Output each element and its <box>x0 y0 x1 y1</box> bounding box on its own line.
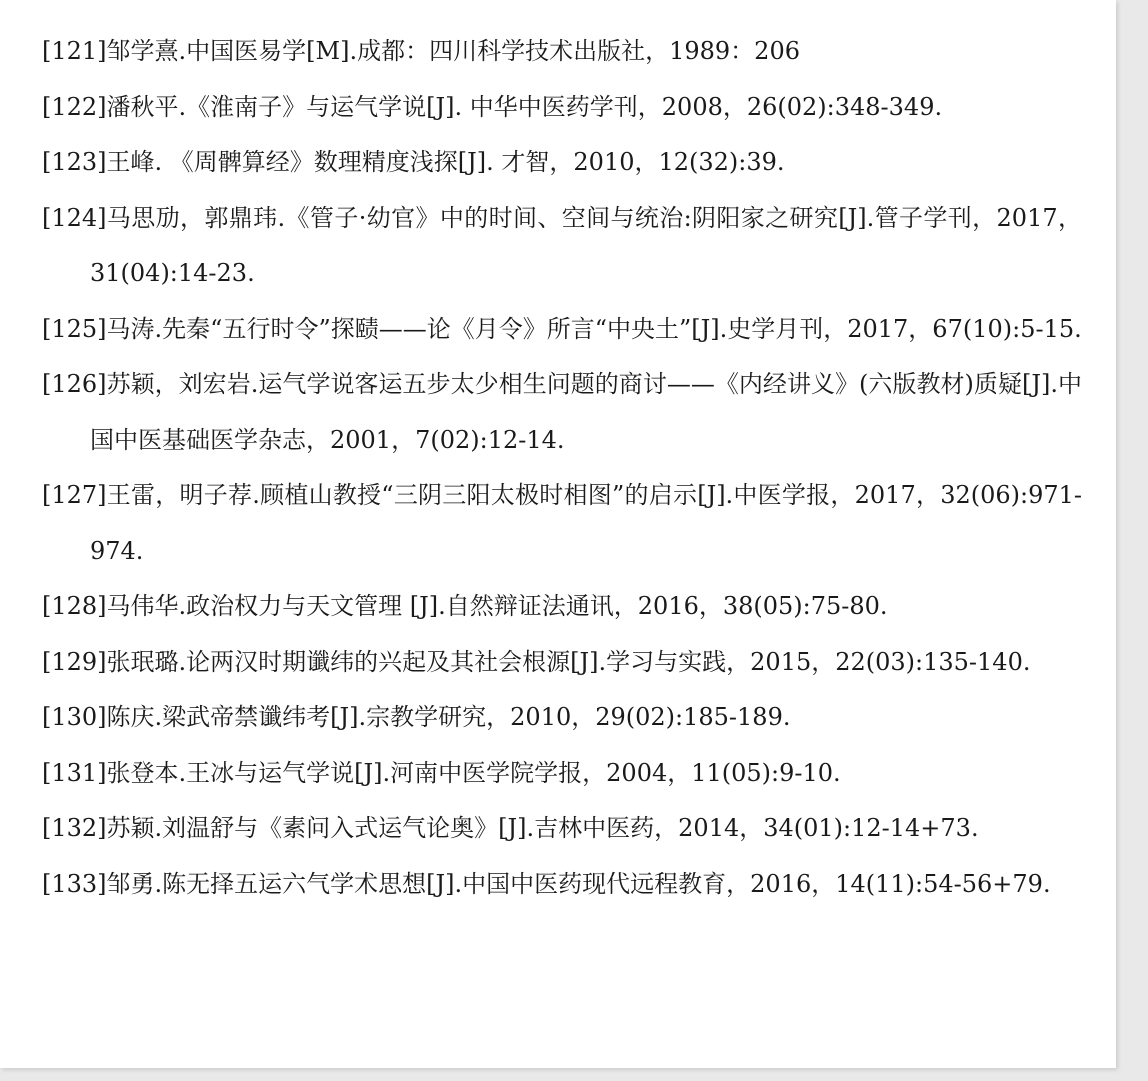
reference-text: 张珉璐.论两汉时期谶纬的兴起及其社会根源[J].学习与实践，2015，22(03):135-140. <box>106 647 1031 676</box>
reference-number: [124] <box>42 203 107 232</box>
reference-entry <box>42 191 1082 302</box>
reference-number: [127] <box>42 481 107 509</box>
reference-number: [129] <box>42 647 107 676</box>
reference-text: 马涛.先秦“五行时令”探赜——论《月令》所言“中央土”[J].史学月刊，2017，67(10):5-15. <box>106 314 1082 343</box>
reference-text: 马思劢，郭鼎玮.《管子·幼官》中的时间、空间与统治:阴阳家之研究[J].管子学刊，2017，31(04):14-23. <box>90 203 1082 287</box>
reference-text: 马伟华.政治权力与天文管理 [J].自然辩证法通讯，2016，38(05):75-80. <box>106 592 888 620</box>
reference-number: [122] <box>42 92 107 121</box>
reference-number: [123] <box>42 148 107 176</box>
reference-list <box>42 24 1082 912</box>
reference-entry <box>42 24 1082 80</box>
reference-text: 苏颖.刘温舒与《素问入式运气论奥》[J].吉林中医药，2014，34(01):12-14+73. <box>106 814 979 842</box>
reference-number: [133] <box>42 869 107 898</box>
reference-entry <box>42 357 1082 468</box>
reference-entry <box>42 746 1082 802</box>
reference-text: 王峰. 《周髀算经》数理精度浅探[J]. 才智，2010，12(32):39. <box>106 148 785 176</box>
reference-number: [128] <box>42 592 107 620</box>
reference-number: [132] <box>42 814 107 842</box>
reference-entry <box>42 302 1082 358</box>
reference-number: [121] <box>42 37 107 65</box>
reference-number: [126] <box>42 370 107 398</box>
reference-entry <box>42 801 1082 857</box>
reference-entry <box>42 857 1082 913</box>
reference-entry <box>42 468 1082 579</box>
reference-number: [125] <box>42 314 107 343</box>
reference-text: 潘秋平.《淮南子》与运气学说[J]. 中华中医药学刊，2008，26(02):348-349. <box>106 92 943 121</box>
reference-text: 王雷，明子荐.顾植山教授“三阴三阳太极时相图”的启示[J].中医学报，2017，32(06):971-974. <box>90 481 1082 565</box>
reference-number: [131] <box>42 758 107 787</box>
reference-entry <box>42 80 1082 136</box>
reference-entry <box>42 135 1082 191</box>
reference-entry <box>42 690 1082 746</box>
reference-text: 邹学熹.中国医易学[M].成都：四川科学技术出版社，1989：206 <box>106 37 800 65</box>
reference-entry <box>42 635 1082 691</box>
reference-text: 张登本.王冰与运气学说[J].河南中医学院学报，2004，11(05):9-10. <box>106 758 841 787</box>
reference-text: 陈庆.梁武帝禁谶纬考[J].宗教学研究，2010，29(02):185-189. <box>106 703 791 731</box>
reference-number: [130] <box>42 703 107 731</box>
reference-entry <box>42 579 1082 635</box>
reference-text: 邹勇.陈无择五运六气学术思想[J].中国中医药现代远程教育，2016，14(11):54-56+79. <box>106 869 1051 898</box>
reference-text: 苏颖，刘宏岩.运气学说客运五步太少相生问题的商讨——《内经讲义》(六版教材)质疑[J].中国中医基础医学杂志，2001，7(02):12-14. <box>90 370 1082 454</box>
